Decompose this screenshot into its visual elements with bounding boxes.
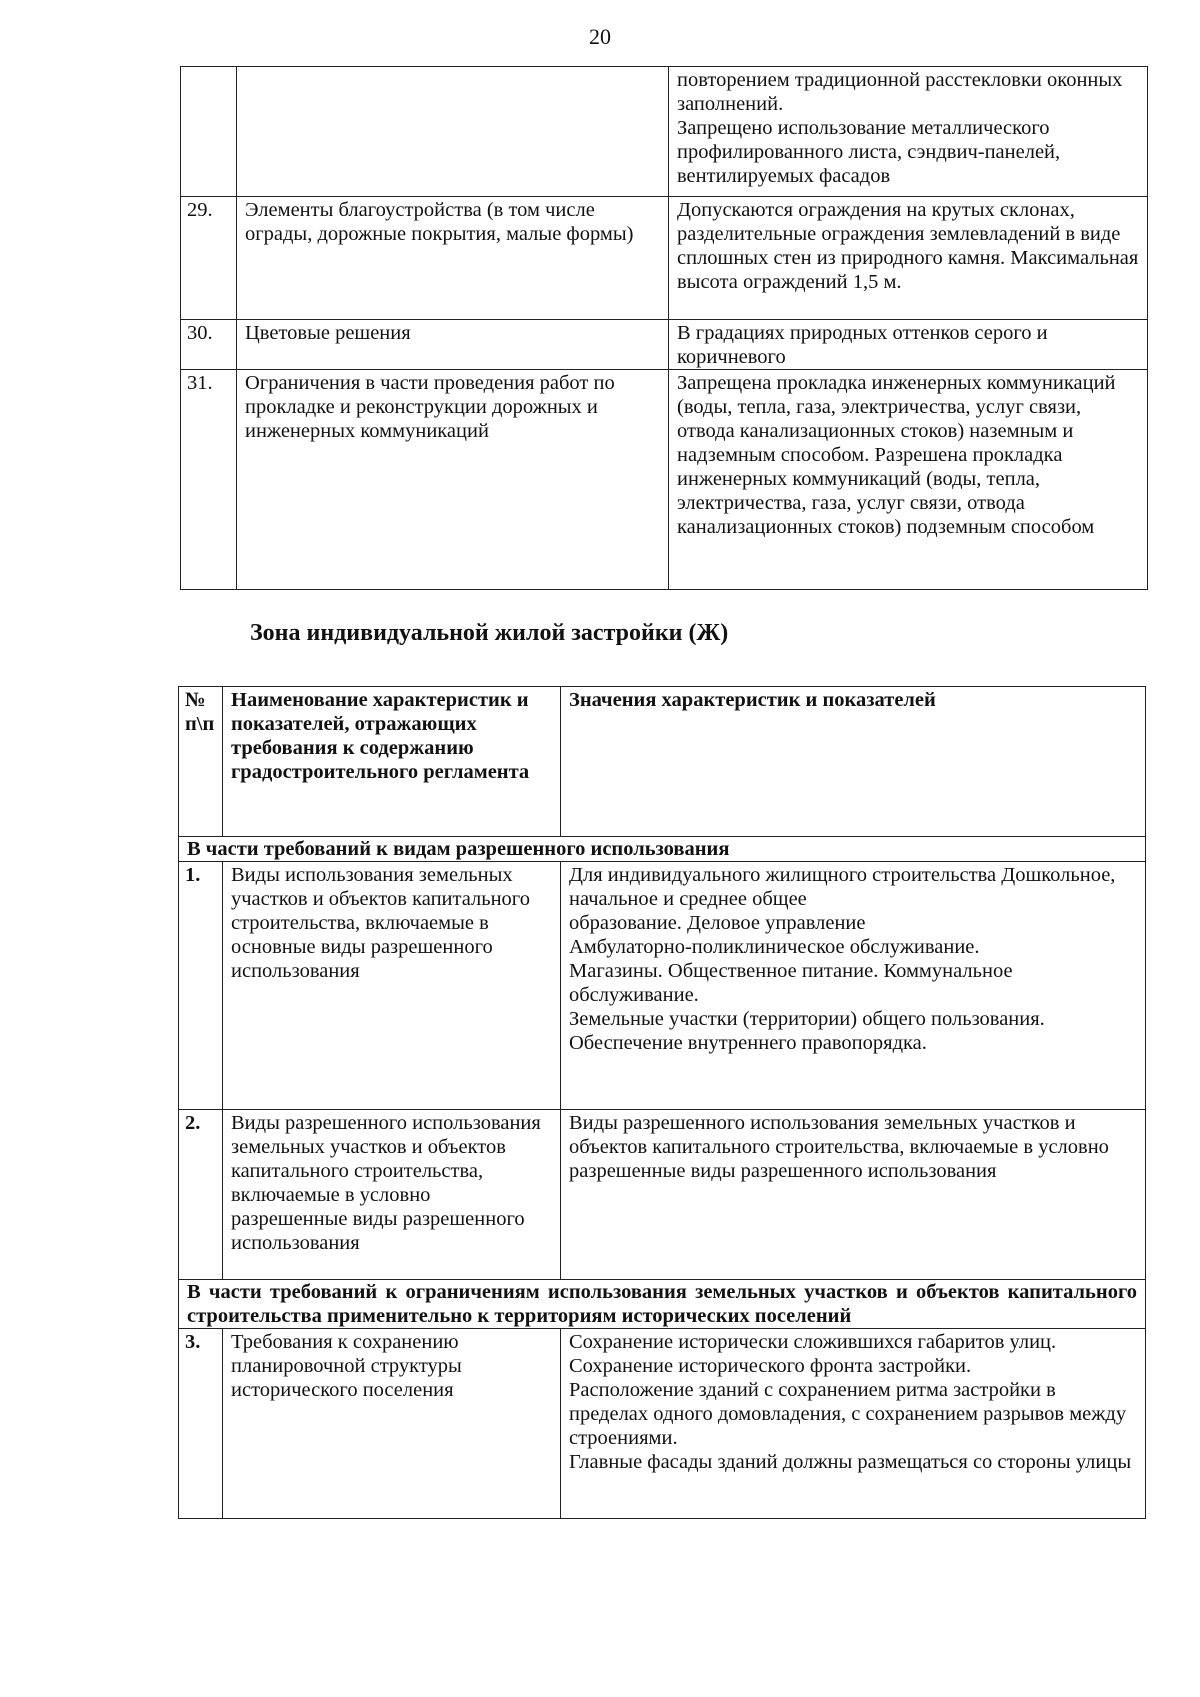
table-row (179, 1110, 1146, 1280)
row-number: 3. (179, 1329, 223, 1519)
row-number (181, 67, 237, 197)
section-row (179, 837, 1146, 862)
section-heading-2: В части требований к ограничениям использования земельных участков и объектов капитального строительства применительно к территориям исторических поселений (179, 1280, 1146, 1329)
page-number: 20 (589, 24, 611, 49)
section-row (179, 1280, 1146, 1329)
row-value: Допускаются ограждения на крутых склонах, разделительные ограждения землевладений в виде сплошных стен из природного камня. Максимальная высота ограждений 1,5 м. (669, 197, 1148, 320)
row-number: 29. (181, 197, 237, 320)
table-row (179, 862, 1146, 1110)
row-name: Требования к сохранению планировочной структуры исторического поселения (223, 1329, 561, 1519)
section-title: Зона индивидуальной жилой застройки (Ж) (250, 620, 729, 646)
row-value: Сохранение исторически сложившихся габаритов улиц. Сохранение исторического фронта застройки. Расположение зданий с сохранением ритма застройки в пределах одного домовладения, с сохранением разрывов между строениями. Главные фасады зданий должны размещаться со стороны улицы (561, 1329, 1146, 1519)
table-row (181, 67, 1148, 197)
header-number: № п\п (179, 687, 223, 837)
row-name: Виды разрешенного использования земельных участков и объектов капитального строительства, включаемые в условно разрешенные виды разрешенного использования (223, 1110, 561, 1280)
header-value: Значения характеристик и показателей (561, 687, 1146, 837)
table-zone-zh (178, 686, 1146, 1519)
row-name (237, 67, 669, 197)
table-continued (180, 66, 1148, 590)
table-row (181, 370, 1148, 590)
row-value: повторением традиционной расстекловки оконных заполнений. Запрещено использование металлического профилированного листа, сэндвич-панелей, вентилируемых фасадов (669, 67, 1148, 197)
table-row (179, 1329, 1146, 1519)
table-header-row (179, 687, 1146, 837)
row-value: Для индивидуального жилищного строительства Дошкольное, начальное и среднее общее образование. Деловое управление Амбулаторно-поликлиническое обслуживание. Магазины. Общественное питание. Коммунальное обслуживание. Земельные участки (территории) общего пользования. Обеспечение внутреннего правопорядка. (561, 862, 1146, 1110)
row-number: 30. (181, 320, 237, 370)
row-value: Виды разрешенного использования земельных участков и объектов капитального строительства, включаемые в условно разрешенные виды разрешенного использования (561, 1110, 1146, 1280)
table-row (181, 320, 1148, 370)
row-name: Виды использования земельных участков и объектов капитального строительства, включаемые в основные виды разрешенного использования (223, 862, 561, 1110)
header-name: Наименование характеристик и показателей, отражающих требования к содержанию градостроительного регламента (223, 687, 561, 837)
row-number: 1. (179, 862, 223, 1110)
section-heading-1: В части требований к видам разрешенного использования (179, 837, 1146, 862)
row-name: Цветовые решения (237, 320, 669, 370)
row-value: В градациях природных оттенков серого и коричневого (669, 320, 1148, 370)
row-number: 31. (181, 370, 237, 590)
row-name: Ограничения в части проведения работ по прокладке и реконструкции дорожных и инженерных коммуникаций (237, 370, 669, 590)
row-number: 2. (179, 1110, 223, 1280)
table-row (181, 197, 1148, 320)
row-value: Запрещена прокладка инженерных коммуникаций (воды, тепла, газа, электричества, услуг связи, отвода канализационных стоков) наземным и надземным способом. Разрешена прокладка инженерных коммуникаций (воды, тепла, электричества, газа, услуг связи, отвода канализационных стоков) подземным способом (669, 370, 1148, 590)
row-name: Элементы благоустройства (в том числе ограды, дорожные покрытия, малые формы) (237, 197, 669, 320)
